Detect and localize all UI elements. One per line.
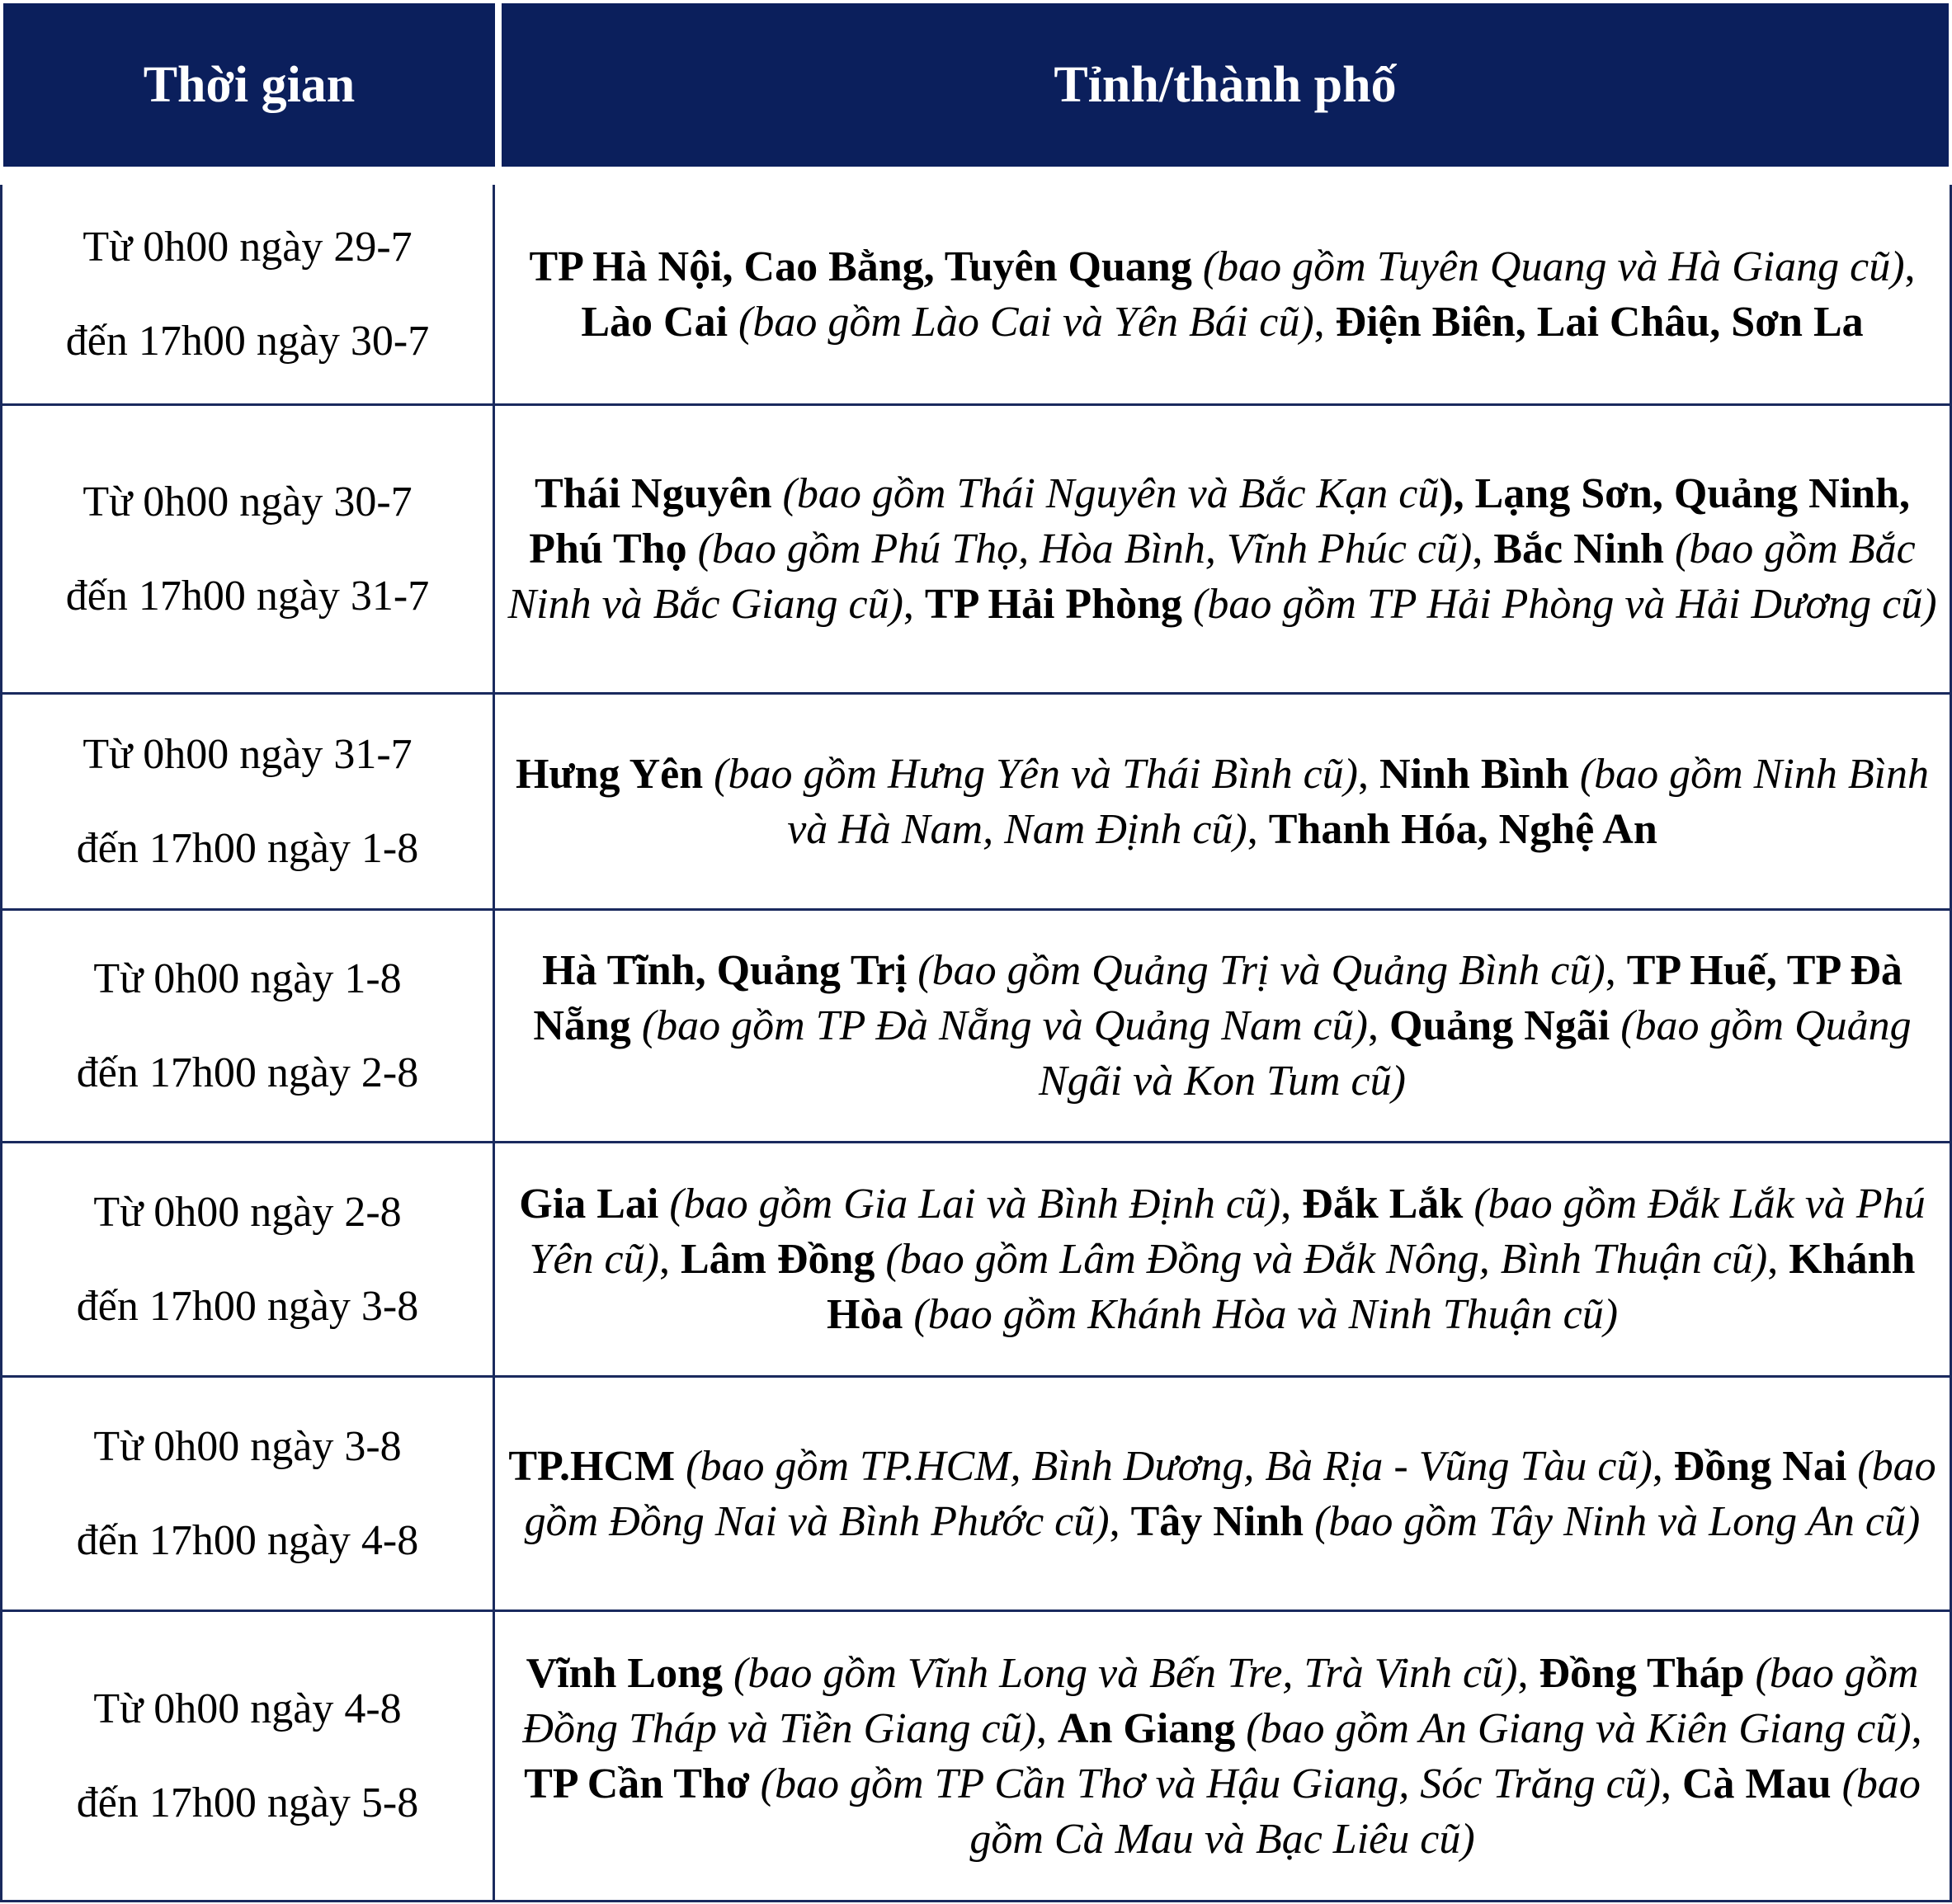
province-note: (bao gồm Quảng Ngãi và Kon Tum cũ) <box>1039 1002 1912 1105</box>
separator <box>658 1181 669 1228</box>
province-cell <box>495 185 1952 403</box>
province-note: (bao gồm Tuyên Quang và Hà Giang cũ) <box>1202 243 1905 290</box>
separator: , <box>1035 1704 1058 1752</box>
separator <box>1610 1002 1620 1049</box>
separator <box>1235 1705 1246 1752</box>
separator <box>1745 1650 1756 1697</box>
province-note: (bao gồm Khánh Hòa và Ninh Thuận cũ) <box>913 1291 1619 1338</box>
province-note: (bao gồm TP Đà Nẵng và Quảng Nam cũ) <box>641 1002 1368 1049</box>
time-end: đến 17h00 ngày 5-8 <box>76 1779 419 1826</box>
time-end: đến 17h00 ngày 2-8 <box>76 1049 419 1096</box>
province-name: Gia Lai <box>519 1181 659 1228</box>
table-row <box>0 406 1952 695</box>
separator: , <box>1358 750 1379 798</box>
province-name: Khánh Hòa <box>826 1236 1916 1338</box>
separator <box>723 1650 733 1697</box>
separator: , <box>1517 1649 1539 1697</box>
province-name: An Giang <box>1057 1704 1236 1752</box>
province-text <box>507 239 1938 350</box>
time-end: đến 17h00 ngày 3-8 <box>76 1282 419 1330</box>
province-name: Thanh Hóa, Nghệ An <box>1268 805 1657 853</box>
province-cell <box>495 406 1952 692</box>
province-text <box>507 747 1938 857</box>
separator <box>1192 243 1203 290</box>
province-name: Bắc Ninh <box>1493 525 1664 573</box>
separator: , <box>1767 1236 1789 1283</box>
province-name: Hà Tĩnh, Quảng Trị <box>542 947 908 994</box>
separator <box>1832 1760 1842 1807</box>
province-note: (bao gồm Hưng Yên và Thái Bình cũ) <box>714 750 1358 798</box>
separator <box>750 1760 761 1807</box>
table-row <box>0 1378 1952 1612</box>
separator: , <box>658 1236 681 1283</box>
time-cell <box>0 1378 495 1609</box>
time-start: Từ 0h00 ngày 30-7 <box>83 478 413 525</box>
separator: , <box>1904 243 1916 290</box>
province-name: Thái Nguyên <box>535 470 772 517</box>
province-cell <box>495 1378 1952 1609</box>
province-note: (bao gồm Thái Nguyên và Bắc Kạn cũ <box>782 470 1440 517</box>
province-name: TP Hải Phòng <box>924 581 1182 628</box>
separator: , <box>1911 1704 1922 1752</box>
province-text <box>507 943 1938 1109</box>
table-row <box>0 185 1952 406</box>
province-note: (bao gồm Phú Thọ, Hòa Bình, Vĩnh Phúc cũ) <box>697 525 1473 573</box>
separator: , <box>1109 1497 1131 1545</box>
table-row <box>0 1612 1952 1902</box>
separator: , <box>1652 1442 1674 1490</box>
separator <box>1846 1443 1857 1490</box>
separator <box>875 1236 885 1283</box>
separator <box>728 299 738 346</box>
separator: , <box>1472 525 1494 573</box>
time-cell <box>0 185 495 403</box>
province-name: Quảng Ngãi <box>1389 1002 1610 1049</box>
province-name: ), Lạng Sơn, Quảng Ninh, Phú Thọ <box>529 470 1910 573</box>
province-cell <box>495 1143 1952 1375</box>
table-row <box>0 1143 1952 1378</box>
province-text <box>507 1176 1938 1342</box>
province-note: (bao gồm TP Hải Phòng và Hải Dương cũ) <box>1193 581 1937 628</box>
province-name: Tây Ninh <box>1130 1497 1304 1545</box>
header-time: Thời gian <box>143 56 356 113</box>
province-name: TP Cần Thơ <box>524 1760 750 1807</box>
separator: , <box>903 581 925 628</box>
separator <box>772 470 783 517</box>
separator <box>1182 581 1193 628</box>
separator <box>907 947 917 994</box>
province-name: Đắk Lắk <box>1302 1181 1464 1228</box>
table-row <box>0 695 1952 911</box>
province-note: (bao gồm Tây Ninh và Long An cũ) <box>1314 1497 1921 1545</box>
province-note: (bao gồm Quảng Trị và Quảng Bình cũ) <box>917 947 1605 994</box>
province-note: (bao gồm Lâm Đồng và Đắk Nông, Bình Thuận cũ) <box>885 1236 1768 1283</box>
separator <box>903 1291 913 1338</box>
province-name: Ninh Bình <box>1379 750 1569 798</box>
separator: , <box>1605 947 1627 994</box>
province-cell <box>495 695 1952 908</box>
separator: , <box>1313 298 1336 346</box>
province-name: Đồng Tháp <box>1539 1649 1745 1697</box>
province-note: (bao gồm Đồng Tháp và Tiền Giang cũ) <box>522 1649 1919 1752</box>
province-name: Vĩnh Long <box>526 1649 724 1697</box>
header-province: Tỉnh/thành phố <box>1054 56 1397 113</box>
table-header <box>3 3 1949 167</box>
separator <box>1664 525 1675 573</box>
province-note: (bao gồm Đồng Nai và Bình Phước cũ) <box>524 1442 1936 1545</box>
province-name: TP Huế, TP Đà Nẵng <box>533 947 1902 1049</box>
time-cell <box>0 695 495 908</box>
time-start: Từ 0h00 ngày 29-7 <box>83 223 413 271</box>
time-start: Từ 0h00 ngày 2-8 <box>93 1188 402 1236</box>
time-end: đến 17h00 ngày 4-8 <box>76 1516 419 1564</box>
separator <box>703 751 714 798</box>
province-note: (bao gồm Đắk Lắk và Phú Yên cũ) <box>529 1181 1926 1283</box>
province-note: (bao gồm TP Cần Thơ và Hậu Giang, Sóc Trăng cũ) <box>760 1760 1661 1807</box>
separator <box>675 1443 686 1490</box>
separator: , <box>1280 1181 1303 1228</box>
separator <box>1569 751 1580 798</box>
separator <box>1463 1181 1473 1228</box>
time-start: Từ 0h00 ngày 4-8 <box>93 1685 402 1732</box>
province-note: (bao gồm Lào Cai và Yên Bái cũ) <box>738 298 1314 346</box>
province-note: (bao gồm An Giang và Kiên Giang cũ) <box>1246 1704 1912 1752</box>
province-note: (bao gồm Gia Lai và Bình Định cũ) <box>669 1181 1281 1228</box>
province-note: (bao gồm Bắc Ninh và Bắc Giang cũ) <box>507 525 1916 628</box>
time-end: đến 17h00 ngày 30-7 <box>65 317 430 365</box>
time-start: Từ 0h00 ngày 1-8 <box>93 954 402 1002</box>
province-name: Cà Mau <box>1682 1760 1832 1807</box>
separator <box>631 1002 642 1049</box>
time-start: Từ 0h00 ngày 31-7 <box>83 730 413 778</box>
province-name: Hưng Yên <box>515 750 704 798</box>
province-name: TP.HCM <box>508 1442 676 1490</box>
province-name: TP Hà Nội, Cao Bằng, Tuyên Quang <box>529 243 1192 290</box>
province-cell <box>495 911 1952 1141</box>
province-note: (bao gồm Ninh Bình và Hà Nam, Nam Định cũ) <box>787 750 1930 853</box>
time-end: đến 17h00 ngày 31-7 <box>65 572 430 620</box>
time-cell <box>0 1143 495 1375</box>
province-note: (bao gồm Cà Mau và Bạc Liêu cũ) <box>969 1760 1921 1863</box>
time-cell <box>0 406 495 692</box>
province-note: (bao gồm TP.HCM, Bình Dương, Bà Rịa - Vũng Tàu cũ) <box>686 1442 1653 1490</box>
province-cell <box>495 1612 1952 1900</box>
time-end: đến 17h00 ngày 1-8 <box>76 824 419 872</box>
separator: , <box>1661 1760 1682 1807</box>
province-name: Lâm Đồng <box>680 1236 875 1283</box>
province-note: (bao gồm Vĩnh Long và Bến Tre, Trà Vinh cũ) <box>733 1649 1518 1697</box>
separator <box>687 525 698 573</box>
separator: , <box>1247 805 1269 853</box>
province-name: Đồng Nai <box>1673 1442 1847 1490</box>
province-text <box>507 1646 1938 1867</box>
province-text <box>507 466 1938 632</box>
separator: , <box>1367 1002 1389 1049</box>
header-divider <box>495 3 502 167</box>
separator <box>1304 1498 1314 1545</box>
province-text <box>507 1439 1938 1549</box>
time-cell <box>0 1612 495 1900</box>
province-name: Lào Cai <box>581 298 728 346</box>
time-start: Từ 0h00 ngày 3-8 <box>93 1422 402 1470</box>
table-row <box>0 911 1952 1143</box>
province-name: Điện Biên, Lai Châu, Sơn La <box>1335 298 1864 346</box>
time-cell <box>0 911 495 1141</box>
